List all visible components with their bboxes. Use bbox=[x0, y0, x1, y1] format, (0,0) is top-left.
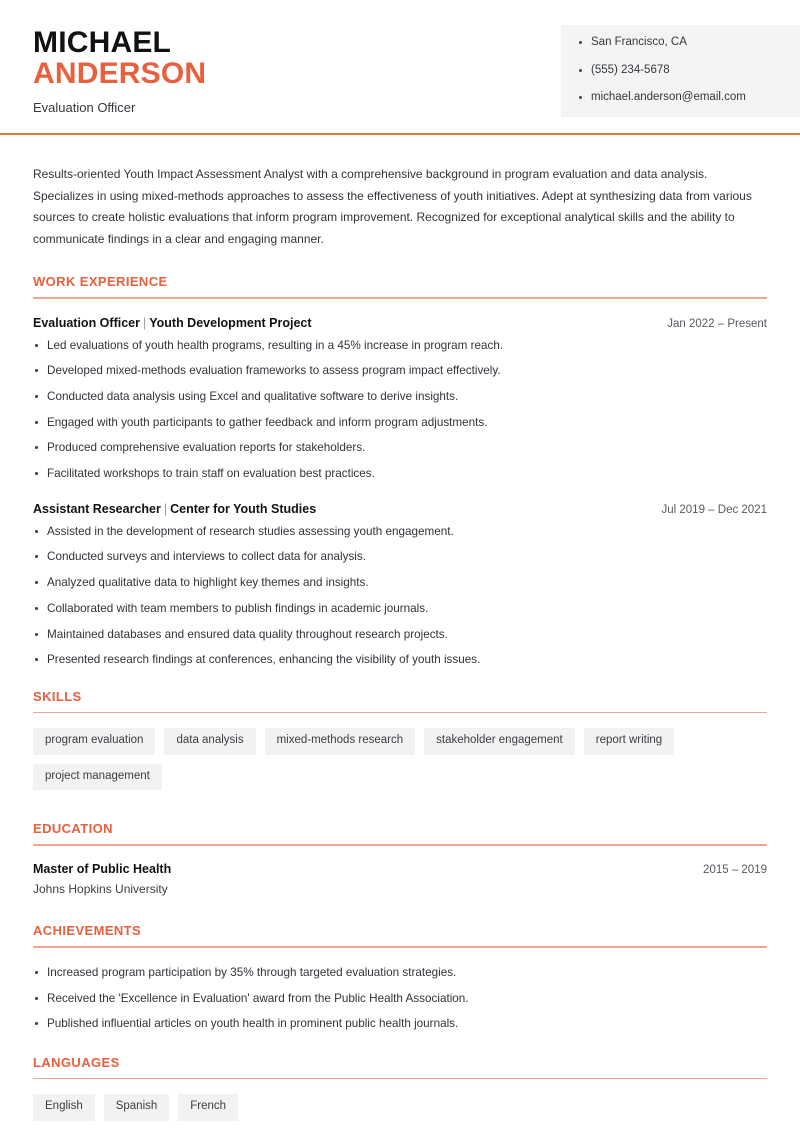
section-divider bbox=[33, 844, 767, 846]
languages-chip-list bbox=[33, 1094, 767, 1130]
skill-chip: report writing bbox=[584, 728, 674, 755]
language-chip: Spanish bbox=[104, 1094, 170, 1121]
bullet-item: Conducted surveys and interviews to collect data for analysis. bbox=[33, 551, 767, 563]
bullet-item: Conducted data analysis using Excel and qualitative software to derive insights. bbox=[33, 391, 767, 403]
section-divider bbox=[33, 297, 767, 299]
section-divider bbox=[33, 946, 767, 948]
bullet-item: Received the 'Excellence in Evaluation' award from the Public Health Association. bbox=[33, 993, 767, 1005]
first-name: MICHAEL bbox=[33, 26, 172, 59]
professional-summary: Results-oriented Youth Impact Assessment Analyst with a comprehensive background in program evaluation and data analysis. Specializes in using mixed-methods approaches to assess the effectiveness of youth initiatives. Adept at synthesizing data from various sources to create holistic evaluations that inform program improvement. Recognized for exceptional analytical skills and the ability to communicate findings in a clear and engaging manner. bbox=[33, 167, 752, 246]
bullet-item: Published influential articles on youth health in prominent public health journals. bbox=[33, 1018, 767, 1030]
section-title-languages: LANGUAGES bbox=[33, 1054, 120, 1070]
experience-organization: Youth Development Project bbox=[149, 315, 312, 330]
section-divider bbox=[33, 712, 767, 714]
bullet-item: Increased program participation by 35% through targeted evaluation strategies. bbox=[33, 967, 767, 979]
section-title-skills: SKILLS bbox=[33, 688, 82, 704]
section-education bbox=[33, 822, 767, 896]
experience-bullets bbox=[33, 340, 767, 480]
skill-chip: stakeholder engagement bbox=[424, 728, 575, 755]
bullet-item: Presented research findings at conferences, enhancing the visibility of youth issues. bbox=[33, 654, 767, 666]
section-achievements bbox=[33, 924, 767, 1030]
bullet-item: Collaborated with team members to publish findings in academic journals. bbox=[33, 603, 767, 615]
experience-entry-header bbox=[33, 316, 767, 331]
bullet-item: Led evaluations of youth health programs, resulting in a 45% increase in program reach. bbox=[33, 340, 767, 352]
header-job-title: Evaluation Officer bbox=[33, 100, 136, 115]
experience-role: Assistant Researcher bbox=[33, 501, 161, 516]
bullet-item: Engaged with youth participants to gather feedback and inform program adjustments. bbox=[33, 417, 767, 429]
education-date: 2015 – 2019 bbox=[703, 863, 767, 876]
achievements-bullets bbox=[33, 967, 767, 1030]
experience-title-line bbox=[33, 316, 312, 331]
name-block bbox=[33, 27, 206, 114]
skills-chip-list bbox=[33, 728, 767, 799]
education-entry-header bbox=[33, 862, 767, 877]
skill-chip: program evaluation bbox=[33, 728, 155, 755]
education-institution: Johns Hopkins University bbox=[33, 881, 168, 896]
title-separator: | bbox=[163, 501, 168, 516]
bullet-item: Assisted in the development of research studies assessing youth engagement. bbox=[33, 526, 767, 538]
experience-organization: Center for Youth Studies bbox=[170, 501, 317, 516]
experience-title-line bbox=[33, 502, 316, 517]
education-entry bbox=[33, 862, 767, 896]
bullet-item: Produced comprehensive evaluation reports for stakeholders. bbox=[33, 442, 767, 454]
skill-chip: data analysis bbox=[164, 728, 255, 755]
section-skills bbox=[33, 690, 767, 800]
experience-date: Jan 2022 – Present bbox=[667, 317, 767, 330]
section-divider bbox=[33, 1078, 767, 1080]
resume-content bbox=[0, 135, 800, 1130]
experience-bullets bbox=[33, 526, 767, 666]
language-chip: English bbox=[33, 1094, 95, 1121]
contact-phone: (555) 234-5678 bbox=[579, 65, 800, 77]
experience-role: Evaluation Officer bbox=[33, 315, 140, 330]
last-name: ANDERSON bbox=[33, 57, 207, 90]
experience-date: Jul 2019 – Dec 2021 bbox=[661, 503, 767, 516]
title-separator: | bbox=[142, 315, 147, 330]
section-title-education: EDUCATION bbox=[33, 821, 113, 837]
education-degree: Master of Public Health bbox=[33, 861, 172, 876]
section-title-work-experience: WORK EXPERIENCE bbox=[33, 274, 168, 289]
section-languages bbox=[33, 1056, 767, 1130]
bullet-item: Analyzed qualitative data to highlight key themes and insights. bbox=[33, 577, 767, 589]
contact-info-box bbox=[561, 25, 800, 117]
bullet-item: Developed mixed-methods evaluation frameworks to assess program impact effectively. bbox=[33, 365, 767, 377]
resume-header bbox=[0, 0, 800, 134]
contact-location: San Francisco, CA bbox=[579, 37, 800, 49]
experience-entry bbox=[33, 502, 767, 666]
contact-email[interactable]: michael.anderson@email.com bbox=[579, 92, 800, 104]
bullet-item: Facilitated workshops to train staff on evaluation best practices. bbox=[33, 468, 767, 480]
section-work-experience bbox=[33, 275, 767, 666]
language-chip: French bbox=[178, 1094, 238, 1121]
section-title-achievements: ACHIEVEMENTS bbox=[33, 923, 142, 939]
experience-entry-header bbox=[33, 502, 767, 517]
skill-chip: project management bbox=[33, 764, 162, 791]
skill-chip: mixed-methods research bbox=[265, 728, 416, 755]
bullet-item: Maintained databases and ensured data quality throughout research projects. bbox=[33, 629, 767, 641]
experience-entry bbox=[33, 316, 767, 480]
